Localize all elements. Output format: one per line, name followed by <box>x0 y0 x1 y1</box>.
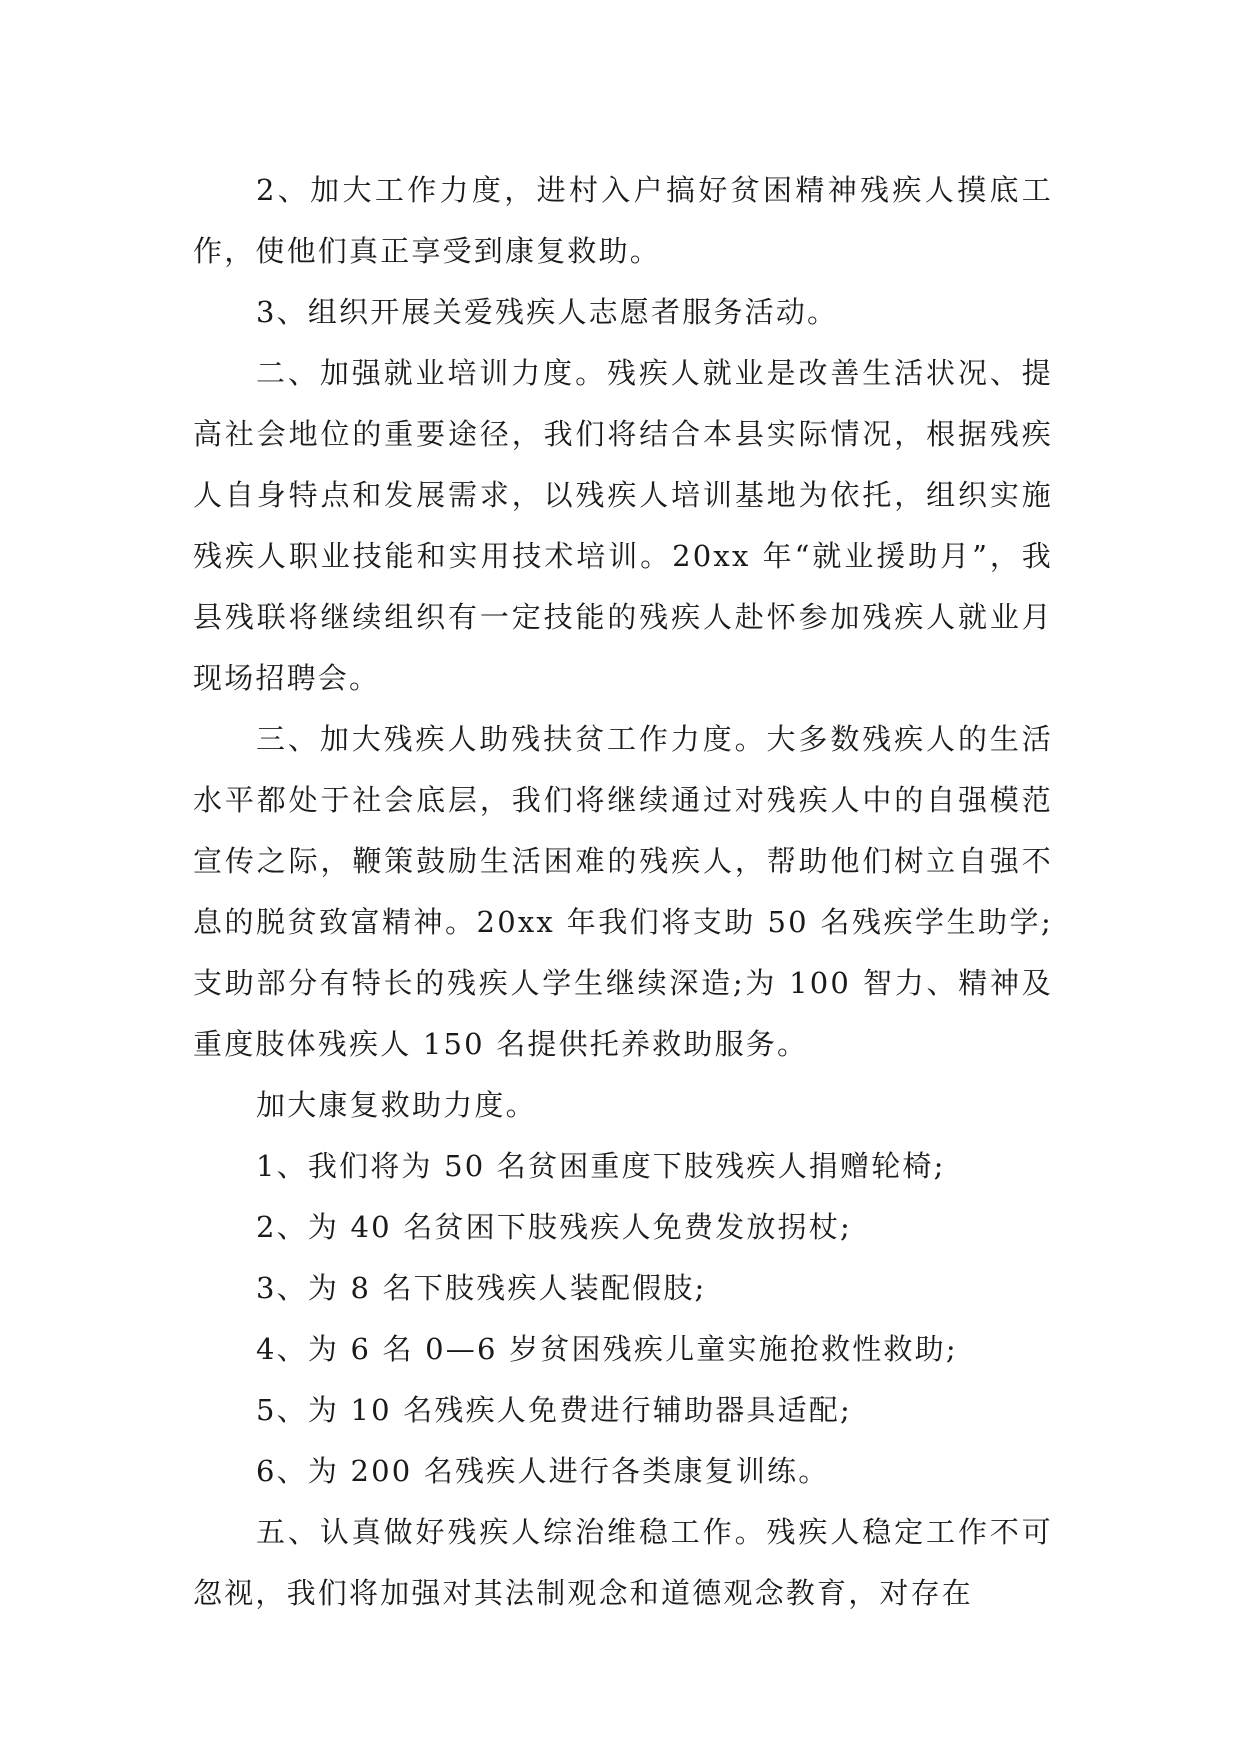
paragraph-section-3-poverty: 三、加大残疾人助残扶贫工作力度。大多数残疾人的生活水平都处于社会底层，我们将继续通过对残疾人中的自强模范宣传之际，鞭策鼓励生活困难的残疾人，帮助他们树立自强不息的脱贫致富精神。20xx 年我们将支助 50 名残疾学生助学;支助部分有特长的残疾人学生继续深造;为 100 智力、精神及重度肢体残疾人 150 名提供托养救助服务。 <box>193 722 1053 1061</box>
paragraph-section-5-stability: 五、认真做好残疾人综治维稳工作。残疾人稳定工作不可忽视，我们将加强对其法制观念和道德观念教育，对存在 <box>193 1515 1053 1610</box>
list-item-children-rescue: 4、为 6 名 0—6 岁贫困残疾儿童实施抢救性救助; <box>256 1332 958 1366</box>
list-item-wheelchairs: 1、我们将为 50 名贫困重度下肢残疾人捐赠轮椅; <box>256 1149 946 1183</box>
list-item-prosthetics: 3、为 8 名下肢残疾人装配假肢; <box>256 1271 707 1305</box>
paragraph-item-3-volunteer: 3、组织开展关爱残疾人志愿者服务活动。 <box>256 295 839 329</box>
list-item-assistive-devices: 5、为 10 名残疾人免费进行辅助器具适配; <box>256 1393 852 1427</box>
paragraph-section-2-employment: 二、加强就业培训力度。残疾人就业是改善生活状况、提高社会地位的重要途径，我们将结合本县实际情况，根据残疾人自身特点和发展需求，以残疾人培训基地为依托，组织实施残疾人职业技能和实用技术培训。20xx 年“就业援助月”，我县残联将继续组织有一定技能的残疾人赴怀参加残疾人就业月现场招聘会。 <box>193 356 1053 695</box>
paragraph-rehab-heading: 加大康复救助力度。 <box>256 1088 537 1122</box>
list-item-crutches: 2、为 40 名贫困下肢残疾人免费发放拐杖; <box>256 1210 852 1244</box>
list-item-rehab-training: 6、为 200 名残疾人进行各类康复训练。 <box>256 1454 830 1488</box>
paragraph-item-2-survey: 2、加大工作力度，进村入户搞好贫困精神残疾人摸底工作，使他们真正享受到康复救助。 <box>193 173 1053 268</box>
document-body <box>193 160 1053 1624</box>
